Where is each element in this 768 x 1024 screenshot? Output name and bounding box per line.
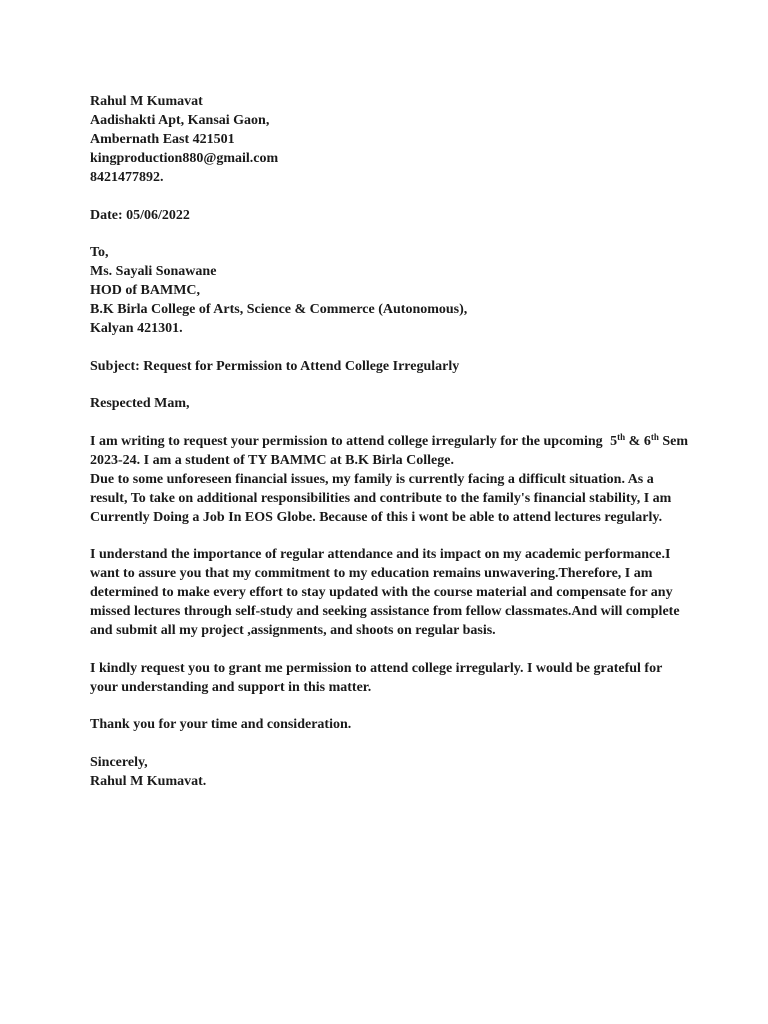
paragraph-1-line: Currently Doing a Job In EOS Globe. Because of this i wont be able to attend lectures regularly. (90, 509, 663, 525)
closing: Sincerely, (90, 754, 148, 770)
sem-label: Sem (662, 433, 689, 449)
sem-b-sup: th (650, 431, 659, 442)
spacer (90, 697, 690, 716)
amp: & (628, 433, 641, 449)
spacer (90, 734, 690, 753)
paragraph-1 (90, 432, 690, 527)
spacer (90, 640, 690, 659)
paragraph-1-line: result, To take on additional responsibilities and contribute to the family's financial stability, I am (90, 490, 672, 506)
sender-name: Rahul M Kumavat (90, 94, 203, 109)
letter-date: Date: 05/06/2022 (90, 207, 190, 223)
paragraph-1-line: Due to some unforeseen financial issues, my family is currently facing a difficult situation. As a (90, 471, 654, 487)
sem-a: 5 (610, 433, 618, 449)
paragraph-2-line: missed lectures through self-study and seeking assistance from fellow classmates.And will complete (90, 604, 680, 619)
sender-phone: 8421477892. (90, 170, 164, 185)
signature-name: Rahul M Kumavat. (90, 773, 207, 789)
sender-email: kingproduction880@gmail.com (90, 151, 279, 166)
paragraph-3-line: your understanding and support in this matter. (90, 679, 372, 695)
paragraph-2-line: I understand the importance of regular attendance and its impact on my academic performance.I (90, 547, 671, 562)
spacer (90, 376, 690, 395)
spacer (90, 225, 690, 244)
paragraph-3-line: I kindly request you to grant me permission to attend college irregularly. I would be grateful for (90, 660, 663, 676)
recipient-to: To, (90, 245, 109, 260)
subject-line: Subject: Request for Permission to Attend College Irregularly (90, 358, 460, 374)
recipient-city: Kalyan 421301. (90, 321, 183, 336)
paragraph-1-line1-text: I am writing to request your permission to attend college irregularly for the upcoming (90, 433, 603, 449)
letter-body (90, 92, 690, 791)
spacer (90, 527, 690, 546)
sem-b: 6 (643, 433, 651, 449)
paragraph-1-line (90, 432, 690, 451)
paragraph-2-line: want to assure you that my commitment to my education remains unwavering.Therefore, I am (90, 566, 653, 581)
paragraph-2 (90, 545, 690, 640)
salutation: Respected Mam, (90, 396, 190, 411)
spacer (90, 187, 690, 206)
recipient-institution: B.K Birla College of Arts, Science & Commerce (Autonomous), (90, 302, 468, 317)
recipient-name: Ms. Sayali Sonawane (90, 264, 217, 279)
sender-address-line2: Ambernath East 421501 (90, 132, 235, 147)
paragraph-3 (90, 659, 690, 697)
spacer (90, 413, 690, 432)
sender-address-line1: Aadishakti Apt, Kansai Gaon, (90, 113, 270, 128)
paragraph-1-line: 2023-24. I am a student of TY BAMMC at B.K Birla College. (90, 452, 454, 468)
paragraph-2-line: determined to make every effort to stay updated with the course material and compensate for any (90, 585, 673, 600)
recipient-title: HOD of BAMMC, (90, 283, 201, 298)
spacer (90, 338, 690, 357)
thanks-line: Thank you for your time and consideration. (90, 717, 352, 732)
paragraph-2-line: and submit all my project ,assignments, and shoots on regular basis. (90, 623, 496, 638)
sem-a-sup: th (617, 431, 626, 442)
